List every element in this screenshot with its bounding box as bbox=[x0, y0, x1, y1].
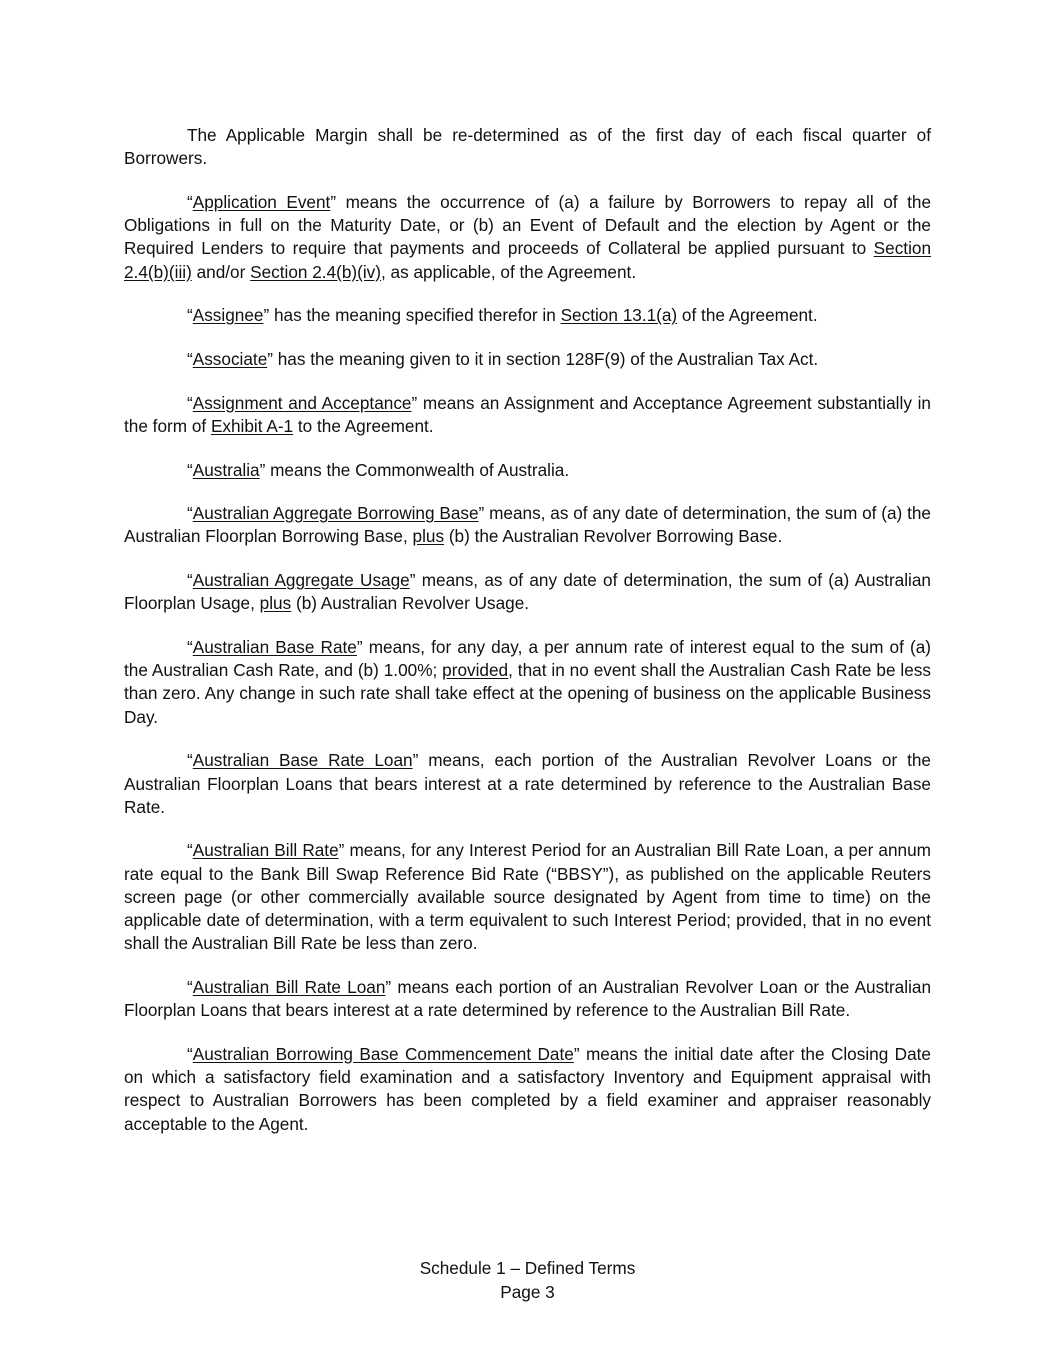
text-run: “ bbox=[187, 305, 193, 326]
underlined-term: Associate bbox=[192, 348, 268, 369]
underlined-term: Australian Bill Rate bbox=[192, 840, 339, 861]
underlined-term: Section 13.1(a) bbox=[560, 305, 678, 326]
text-run: “ bbox=[187, 637, 193, 658]
text-run: “ bbox=[187, 459, 193, 480]
text-run: ” means, for any day, a per annum rate of interest equal to the sum of (a) the Australian Cash Rate, and (b) 1.00%; bbox=[124, 637, 931, 681]
footer-schedule-title: Schedule 1 – Defined Terms bbox=[419, 1258, 636, 1278]
definition-australian-base-rate bbox=[124, 636, 931, 729]
definition-assignee bbox=[124, 304, 931, 327]
text-run: , as applicable, of the Agreement. bbox=[380, 261, 637, 282]
text-run: ” means the occurrence of (a) a failure by Borrowers to repay all of the Obligations in full on the Maturity Date, or (b) an Event of Default and the election by Agent or the Required Lenders to require that payments and proceeds of Collateral be applied pursuant to bbox=[124, 191, 932, 259]
text-run: ” means, as of any date of determination, the sum of (a) Australian Floorplan Usage, bbox=[124, 570, 931, 614]
definition-associate bbox=[124, 348, 931, 371]
page-footer bbox=[0, 1257, 1055, 1304]
underlined-term: Section 2.4(b)(iii) bbox=[124, 238, 931, 282]
definition-australian-bill-rate bbox=[124, 839, 931, 955]
definition-australian-base-rate-loan bbox=[124, 749, 931, 819]
text-run: ” means, for any Interest Period for an Australian Bill Rate Loan, a per annum rate equal to the Bank Bill Swap Reference Bid Rate (“BBSY”), as published on the applicable Reuters screen page (or other commercially available source designated by Agent from time to time) on the applicable date of determination, with a term equivalent to such Interest Period; provided, that in no event shall the Australian Bill Rate be less than zero. bbox=[124, 840, 931, 954]
definition-application-event bbox=[124, 191, 931, 284]
underlined-term: Exhibit A-1 bbox=[210, 415, 294, 436]
underlined-term: Australian Borrowing Base Commencement Date bbox=[192, 1043, 574, 1064]
text-run: ” means the initial date after the Closing Date on which a satisfactory field examination and a satisfactory Inventory and Equipment appraisal with respect to Australian Borrowers has been completed by a field examiner and appraiser reasonably acceptable to the Agent. bbox=[124, 1043, 931, 1134]
underlined-term: Australian Aggregate Borrowing Base bbox=[192, 503, 479, 524]
text-run: “ bbox=[187, 1043, 193, 1064]
text-run: and/or bbox=[191, 261, 251, 282]
footer-page-number: Page 3 bbox=[500, 1281, 555, 1302]
text-run: ” means each portion of an Australian Revolver Loan or the Australian Floorplan Loans that bears interest at a rate determined by reference to the Australian Bill Rate. bbox=[124, 976, 932, 1021]
text-run: “ bbox=[187, 503, 193, 524]
text-run: The Applicable Margin shall be re-determined as of the first day of each fiscal quarter of Borrowers. bbox=[124, 125, 931, 169]
definition-australian-aggregate-usage bbox=[124, 569, 931, 615]
definition-australian-bill-rate-loan bbox=[124, 976, 931, 1022]
text-run: “ bbox=[187, 750, 193, 771]
underlined-term: Australian Base Rate bbox=[192, 637, 357, 658]
definition-australian-aggregate-borrowing-base bbox=[124, 502, 931, 548]
text-run: (b) the Australian Revolver Borrowing Base. bbox=[444, 526, 783, 547]
text-run: ” means an Assignment and Acceptance Agreement substantially in the form of bbox=[124, 392, 931, 436]
underlined-term: Australia bbox=[192, 459, 260, 480]
text-run: ” has the meaning given to it in section 128F(9) of the Australian Tax Act. bbox=[267, 348, 819, 369]
text-run: “ bbox=[187, 392, 193, 413]
text-run: “ bbox=[187, 976, 193, 997]
definition-assignment-and-acceptance bbox=[124, 392, 931, 438]
underlined-term: Application Event bbox=[192, 191, 331, 212]
paragraph-applicable-margin bbox=[124, 124, 931, 170]
underlined-term: provided bbox=[442, 660, 509, 681]
text-run: (b) Australian Revolver Usage. bbox=[291, 593, 530, 614]
underlined-term: Australian Aggregate Usage bbox=[192, 570, 410, 591]
text-run: ” means, as of any date of determination, the sum of (a) the Australian Floorplan Borrowing Base, bbox=[124, 503, 931, 547]
underlined-term: plus bbox=[412, 526, 445, 547]
text-run: “ bbox=[187, 840, 193, 861]
text-run: , that in no event shall the Australian Cash Rate be less than zero. Any change in such rate shall take effect at the opening of business on the applicable Business Day. bbox=[124, 660, 931, 727]
underlined-term: Assignee bbox=[192, 305, 264, 326]
text-run: ” means, each portion of the Australian Revolver Loans or the Australian Floorplan Loans that bears interest at a rate determined by reference to the Australian Base Rate. bbox=[124, 750, 931, 817]
text-run: “ bbox=[187, 348, 193, 369]
text-run: “ bbox=[187, 191, 193, 212]
definition-australian-borrowing-base-commencement-date bbox=[124, 1043, 931, 1136]
document-body bbox=[124, 124, 931, 1156]
underlined-term: plus bbox=[259, 593, 292, 614]
text-run: of the Agreement. bbox=[677, 305, 818, 326]
text-run: to the Agreement. bbox=[293, 415, 434, 436]
text-run: ” means the Commonwealth of Australia. bbox=[259, 459, 570, 480]
underlined-term: Australian Base Rate Loan bbox=[192, 750, 413, 771]
text-run: ” has the meaning specified therefor in bbox=[263, 305, 561, 326]
underlined-term: Assignment and Acceptance bbox=[192, 392, 412, 413]
underlined-term: Australian Bill Rate Loan bbox=[192, 976, 386, 997]
underlined-term: Section 2.4(b)(iv) bbox=[250, 261, 381, 282]
definition-australia bbox=[124, 459, 931, 482]
text-run: “ bbox=[187, 570, 193, 591]
